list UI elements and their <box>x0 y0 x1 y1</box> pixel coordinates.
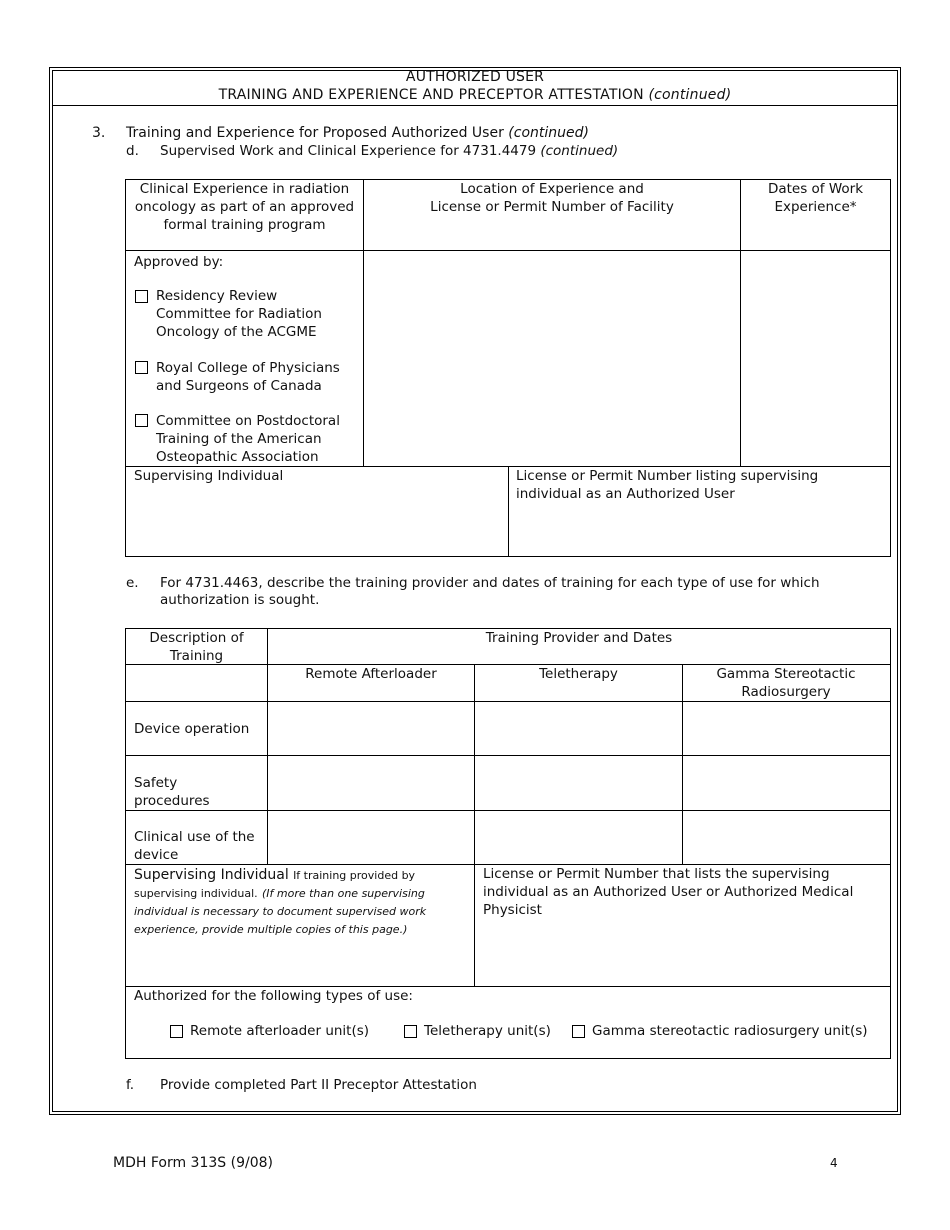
col-clinical-experience-header: Clinical Experience in radiation oncology as part of an approved formal training program <box>134 181 355 233</box>
row-clinical-use: Clinical use of the device <box>134 829 255 863</box>
subsection-e-text: For 4731.4463, describe the training provider and dates of training for each type of use for which authorization is sought. <box>160 575 820 608</box>
supervising-individual-label: Supervising Individual <box>134 468 284 484</box>
location-input-area[interactable] <box>364 251 740 466</box>
subsection-f-letter: f. <box>126 1077 135 1093</box>
gamma-stereotactic-checkbox[interactable] <box>572 1025 585 1038</box>
clinical-use-remote-field[interactable] <box>268 811 474 864</box>
device-operation-gamma-field[interactable] <box>683 702 890 755</box>
safety-procedures-gamma-field[interactable] <box>683 756 890 810</box>
description-header: Description of Training <box>149 630 244 664</box>
subsection-f-text: Provide completed Part II Preceptor Attestation <box>160 1077 477 1093</box>
approved-by-label: Approved by: <box>134 254 224 270</box>
row-safety-procedures: Safety procedures <box>134 775 210 809</box>
dates-input-area[interactable] <box>741 251 890 466</box>
device-operation-teletherapy-field[interactable] <box>475 702 682 755</box>
subsection-e-letter: e. <box>126 575 139 591</box>
e-supervising-individual-field[interactable] <box>126 930 474 986</box>
col-gamma-stereotactic: Gamma Stereotactic Radiosurgery <box>716 666 856 700</box>
form-number: MDH Form 313S (9/08) <box>113 1155 273 1171</box>
section-title: Training and Experience for Proposed Authorized User (continued) <box>126 125 589 141</box>
safety-procedures-remote-field[interactable] <box>268 756 474 810</box>
remote-afterloader-use-label: Remote afterloader unit(s) <box>190 1023 370 1039</box>
header-divider <box>52 105 898 106</box>
header-title: AUTHORIZED USER <box>405 69 545 85</box>
license-permit-field[interactable] <box>509 504 890 556</box>
remote-afterloader-checkbox[interactable] <box>170 1025 183 1038</box>
e-license-permit-label: License or Permit Number that lists the supervising individual as an Authorized User or Authorized Medical Physicist <box>483 866 854 918</box>
teletherapy-checkbox[interactable] <box>404 1025 417 1038</box>
residency-review-label: Residency Review Committee for Radiation Oncology of the ACGME <box>156 288 322 340</box>
col-teletherapy: Teletherapy <box>539 666 618 682</box>
license-permit-label: License or Permit Number listing supervising individual as an Authorized User <box>516 468 819 502</box>
section-number: 3. <box>92 125 106 141</box>
col-remote-afterloader: Remote Afterloader <box>305 666 437 682</box>
safety-procedures-teletherapy-field[interactable] <box>475 756 682 810</box>
e-license-permit-field[interactable] <box>475 920 890 986</box>
authorized-uses-label: Authorized for the following types of use: <box>134 988 413 1004</box>
postdoctoral-committee-checkbox[interactable] <box>135 414 148 427</box>
subsection-d-title: Supervised Work and Clinical Experience for 4731.4479 (continued) <box>160 143 619 159</box>
col-location-header: Location of Experience and License or Permit Number of Facility <box>430 181 674 215</box>
royal-college-label: Royal College of Physicians and Surgeons of Canada <box>156 360 340 394</box>
gamma-stereotactic-use-label: Gamma stereotactic radiosurgery unit(s) <box>592 1023 868 1039</box>
royal-college-checkbox[interactable] <box>135 361 148 374</box>
residency-review-checkbox[interactable] <box>135 290 148 303</box>
row-device-operation: Device operation <box>134 721 250 737</box>
subsection-d-letter: d. <box>126 143 139 159</box>
teletherapy-use-label: Teletherapy unit(s) <box>424 1023 551 1039</box>
clinical-use-gamma-field[interactable] <box>683 811 890 864</box>
supervising-individual-field[interactable] <box>126 488 508 556</box>
header-subtitle: TRAINING AND EXPERIENCE AND PRECEPTOR ATTESTATION (continued) <box>218 87 732 103</box>
postdoctoral-committee-label: Committee on Postdoctoral Training of the American Osteopathic Association <box>156 413 340 465</box>
training-provider-header: Training Provider and Dates <box>485 630 673 646</box>
col-dates-header: Dates of Work Experience* <box>767 181 864 215</box>
e-supervising-individual-label: Supervising Individual If training provided by supervising individual. (If more than one supervising individual is necessary to document supervised work experience, provide multiple copies of this page.) <box>134 867 427 936</box>
device-operation-remote-field[interactable] <box>268 702 474 755</box>
clinical-use-teletherapy-field[interactable] <box>475 811 682 864</box>
page-number: 4 <box>830 1156 838 1170</box>
